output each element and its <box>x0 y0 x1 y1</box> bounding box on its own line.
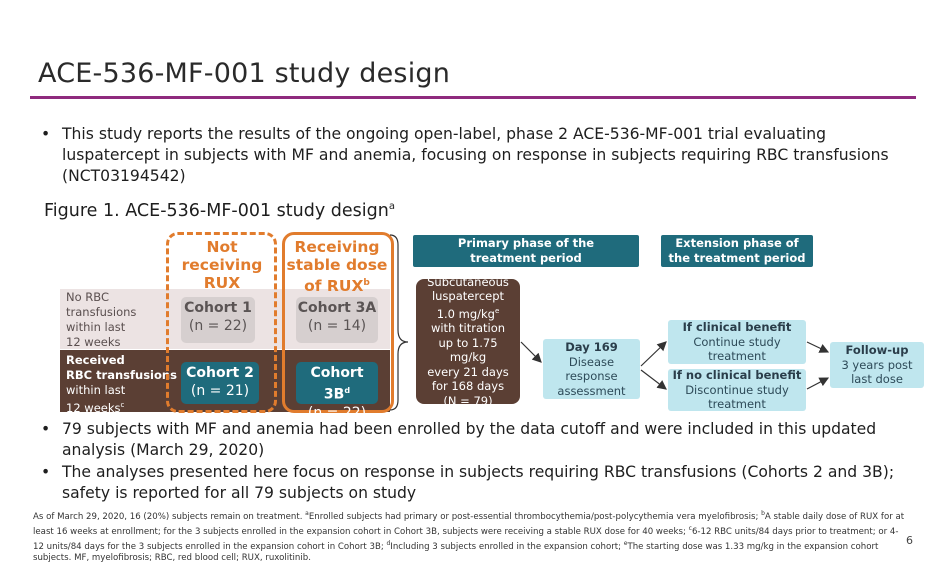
day169-line: assessment <box>557 383 626 398</box>
figure-caption-text: Figure 1. ACE-536-MF-001 study design <box>44 201 389 221</box>
extension-phase-text: Extension phase of the treatment period <box>668 236 806 265</box>
row-label-line: within last <box>66 320 126 334</box>
treatment-line: mg/kg <box>449 350 487 365</box>
no-benefit-title: If no clinical benefit <box>672 368 802 383</box>
follow-up-title: Follow-up <box>845 343 909 358</box>
column-header-sup: b <box>363 278 370 288</box>
benefit-line: Continue study <box>693 334 781 349</box>
treatment-line: up to 1.75 <box>438 335 498 350</box>
row-label-line: No RBC <box>66 290 110 304</box>
cohort-name: Cohort 2 <box>186 365 254 381</box>
column-header-line: Not <box>206 238 238 256</box>
cohort-count: (n = 21) <box>190 383 250 399</box>
row-label-line: within last <box>66 383 126 397</box>
cohort-count: (n = 14) <box>307 318 367 334</box>
row-label-line: RBC transfusions <box>66 368 177 382</box>
arrow-benefit-to-followup <box>807 342 828 352</box>
arrow-no-benefit-to-followup <box>807 378 828 389</box>
cohort-name-sup: d <box>344 386 351 395</box>
bullet-glyph: • <box>41 463 51 481</box>
cohort-count: (n = 22) <box>307 404 367 421</box>
footnote-sup: b <box>761 510 765 517</box>
column-header-line: receiving <box>181 256 263 274</box>
footnote-sup: c <box>688 525 692 533</box>
no-benefit-line: Discontinue study <box>685 382 789 397</box>
row-label-line: Received <box>66 353 125 367</box>
treatment-line: with titration <box>430 321 506 336</box>
column-header-line: Receiving <box>294 238 380 256</box>
row-label-line: transfusions <box>66 305 137 319</box>
footnote-text: As of March 29, 2020, 16 (20%) subjects remain on treatment. <box>33 511 306 522</box>
footnote-text: Including 3 subjects enrolled in the expansion cohort; <box>390 542 624 553</box>
arrow-to-day169 <box>521 342 541 362</box>
follow-up-line: last dose <box>851 372 903 387</box>
row-label-text: 12 weeks <box>66 400 121 415</box>
treatment-line: for 168 days <box>431 379 505 394</box>
treatment-line: Subcutaneous <box>427 274 509 289</box>
footnote-text: A stable daily dose of RUX for at least 16 weeks at enrollment; for the 3 subjects enrolled in the expansion cohort in Cohort 3B, subjects were receiving a stable RUX dose for 40 weeks; <box>33 511 905 538</box>
figure-caption-sup: a <box>388 201 395 213</box>
column-header-text: of RUX <box>304 277 364 296</box>
arrow-to-no-benefit <box>641 370 666 389</box>
bullet-text: This study reports the results of the ongoing open-label, phase 2 ACE-536-MF-001 trial evaluating luspatercept in subjects with MF and anemia, focusing on response in subjects requiring RBC transfusions (NCT03194542) <box>62 125 889 185</box>
treatment-line: (N = 79) <box>443 393 493 408</box>
column-header-line: stable dose <box>286 256 388 274</box>
footnote-text: Enrolled subjects had primary or post-essential thrombocythemia/post-polycythemia vera myelofibrosis; <box>308 511 762 522</box>
cohort-bracket <box>390 235 408 410</box>
bullet-enrollment <box>41 419 906 461</box>
arrow-to-benefit <box>641 342 666 366</box>
treatment-line: luspatercept <box>431 289 505 304</box>
row-label-line: 12 weeks <box>66 335 121 349</box>
day169-line: Disease <box>568 354 615 369</box>
bullet-text: The analyses presented here focus on response in subjects requiring RBC transfusions (Cohorts 2 and 3B); safety is reported for all 79 subjects on study <box>62 463 895 502</box>
follow-up-line: 3 years post <box>841 357 913 372</box>
bullet-text: 79 subjects with MF and anemia had been enrolled by the data cutoff and were included in this updated analysis (March 29, 2020) <box>62 420 877 459</box>
treatment-text: 1.0 mg/kg <box>436 306 495 321</box>
treatment-line: every 21 days <box>427 364 509 379</box>
page-number: 6 <box>906 534 913 547</box>
footnote-text: 6-12 RBC units/84 days prior to treatment; or 4-12 units/84 days for the 3 subjects enrolled in the expansion cohort in Cohort 3B; <box>33 527 899 553</box>
footnote-sup: e <box>623 540 628 548</box>
footnote <box>33 508 905 565</box>
cohort-count: (n = 22) <box>188 318 248 334</box>
no-benefit-line: treatment <box>708 397 766 412</box>
page-title: ACE-536-MF-001 study design <box>38 58 451 89</box>
day169-line: response <box>565 369 618 383</box>
treatment-sup: e <box>494 306 500 315</box>
bullet-glyph: • <box>41 420 51 438</box>
footnote-sup: d <box>386 540 391 548</box>
primary-phase-text: Primary phase of the treatment period <box>457 236 595 265</box>
day169-title: Day 169 <box>565 340 618 354</box>
bullet-glyph: • <box>41 125 51 143</box>
cohort-name-text: Cohort 3B <box>310 365 364 403</box>
benefit-line: treatment <box>708 349 766 364</box>
bullet-analyses <box>41 462 906 504</box>
benefit-title: If clinical benefit <box>682 320 792 335</box>
cohort-name: Cohort 3A <box>297 300 377 316</box>
column-header-line: RUX <box>203 274 241 292</box>
row-label-sup: c <box>120 401 125 409</box>
footnote-sup: a <box>305 510 309 517</box>
footnote-text: The starting dose was 1.33 mg/kg in the expansion cohort subjects. MF, myelofibrosis; RBC, red blood cell; RUX, ruxolitinib. <box>33 542 879 564</box>
cohort-name: Cohort 1 <box>184 300 252 316</box>
